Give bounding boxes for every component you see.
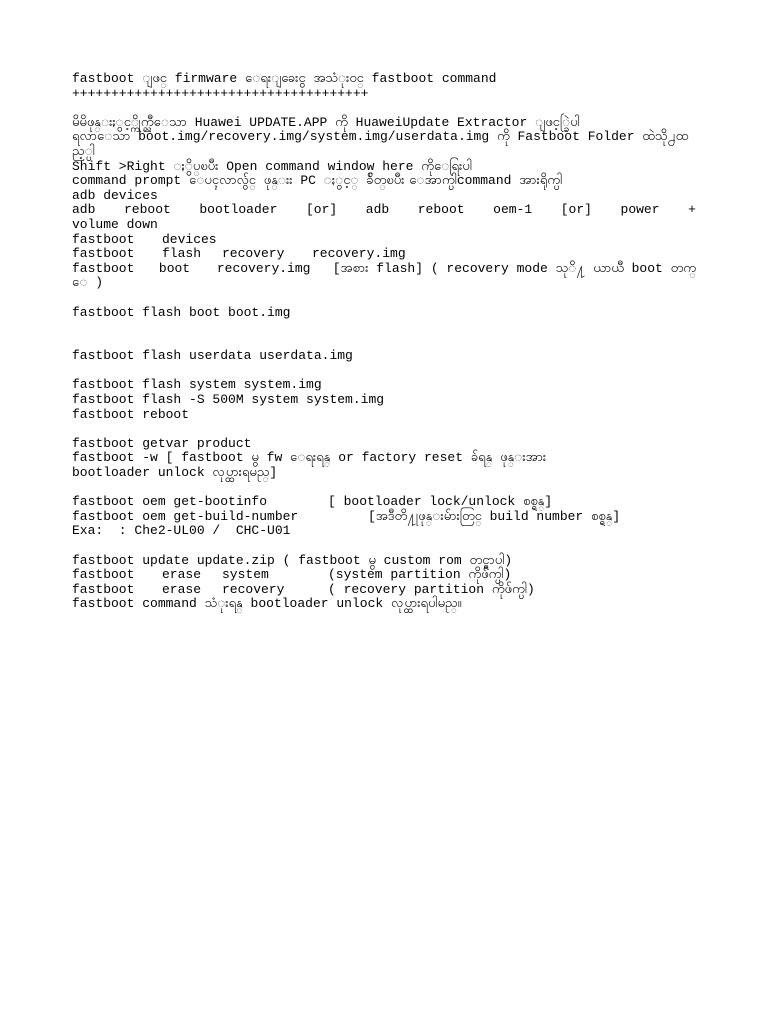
final-note-line: fastboot command သံုးရန္ bootloader unlock လုပ္ထားရပါမည္။ [72,596,462,612]
note: [ bootloader lock/unlock စစ္ရန္] [328,494,553,510]
getvar-line: fastboot getvar product [72,435,252,451]
flash-system-s-line: fastboot flash -S 500M system system.img [72,392,385,408]
doc-title-line: fastboot ျဖင္ firmware ေရးျခေးငွ အသံုးဝင္ fastboot command [72,71,497,86]
fastboot-boot-recovery-line [72,262,696,277]
reboot-line: fastboot reboot [72,406,190,422]
cmd: fastboot oem get-bootinfo [72,494,268,510]
arg: recovery [222,581,285,597]
adb-reboot-line [72,203,696,218]
flash-system-line: fastboot flash system system.img [72,377,322,393]
fastboot-devices-line [72,233,696,248]
fastboot-flash-recovery-line [72,247,696,262]
word: bootloader [199,202,278,218]
cmd: fastboot [72,260,135,276]
instruction-line-1: မိမိဖုန္းႏွင့္ကိုက္ညီေသာ Huawei UPDATE.APP ကို HuaweiUpdate Extractor ျဖင့္ခြဲပါ [72,114,580,130]
adb-devices-line: adb devices [72,187,158,203]
note: ( recovery partition ကိုဖ်က္ပါ) [328,581,535,597]
fastboot-boot-recovery-cont: ေ ) [72,275,103,291]
arg: recovery.img [312,246,406,262]
flash-boot-line: fastboot flash boot boot.img [72,304,291,320]
note: [အဒီတိ႔ုဖုန္းမ်ားတြင္ build number စစ္ရန္] [368,508,621,524]
arg: recovery.img [216,260,311,276]
word: [or] [560,202,592,218]
cmd: fastboot [72,567,135,583]
word: [or] [305,202,338,218]
instruction-line-4: command prompt ေပၚလာလွ်င္ ဖုန္းး PC ႏွင့္ ခ်ိတ္ၿပီး ေအာက္ပါcommand အားရိုက္ပါ [72,173,563,189]
instruction-line-2: ရလာေသာ boot.img/recovery.img/system.img/userdata.img ကို Fastboot Folder ထဲသို႕ထည့္ပါ [72,129,689,159]
word: oem-1 [493,202,533,218]
arg: system [222,567,269,583]
oem-build-number-line [72,510,696,525]
erase-system-line [72,568,696,583]
arg: recovery [222,246,285,262]
arg: erase [162,581,202,597]
flash-userdata-line: fastboot flash userdata userdata.img [72,348,353,364]
adb-reboot-cont-line: volume down [72,216,158,232]
arg: boot [158,260,191,276]
example-line: Exa: : Che2-UL00 / CHC-U01 [72,523,291,539]
word: adb [365,202,390,218]
word: adb [72,202,96,218]
update-zip-line: fastboot update update.zip ( fastboot မွ custom rom တင္ရာပါ) [72,552,513,568]
instruction-line-3: Shift >Right ႏွိပ္ၿပီး Open command window here ကိုေရြးပါ [72,158,472,174]
arg: flash [162,246,202,262]
separator-line: ++++++++++++++++++++++++++++++++++++++ [72,85,369,101]
word: + [688,202,696,218]
word: reboot [417,202,465,218]
arg: devices [162,231,217,247]
cmd: fastboot [72,581,135,597]
document-page [72,72,696,612]
cmd: fastboot [72,231,135,247]
word: power [620,202,660,218]
arg: erase [162,567,202,583]
fastboot-w-line: fastboot -w [ fastboot မွ fw ေရးရန္ or factory reset ခ်ရန္ ဖုန္းအား [72,450,547,466]
cmd: fastboot oem get-build-number [72,508,299,524]
fastboot-w-cont-line: bootloader unlock လုပ္ထားရမည္] [72,465,278,481]
oem-bootinfo-line [72,495,696,510]
note: (system partition ကိုဖ်က္ပါ) [328,567,512,583]
note: [အစား flash] ( recovery mode သုိ႔ ယာယီ boot တက္ [332,260,696,276]
word: reboot [123,202,171,218]
cmd: fastboot [72,246,135,262]
